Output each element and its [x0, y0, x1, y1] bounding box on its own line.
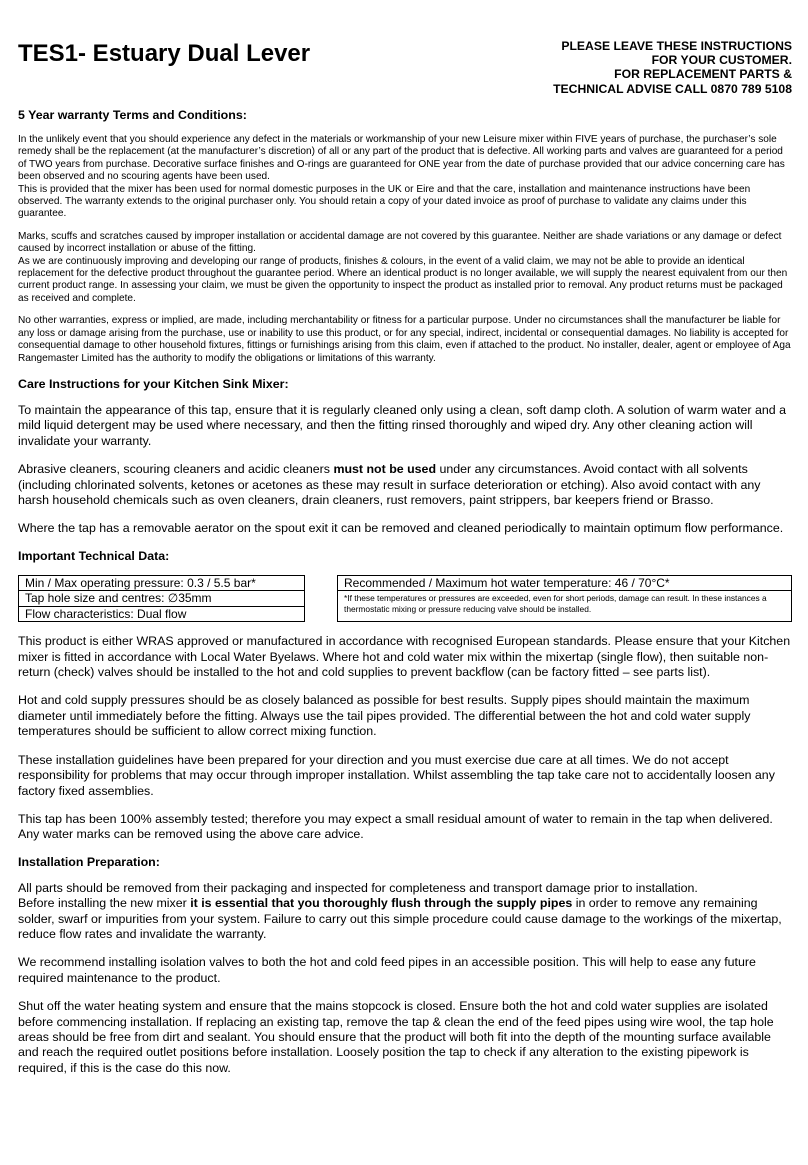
- installation-paragraph-3: We recommend installing isolation valves to both the hot and cold feed pipes in an accessible position. This will help to ease any future required maintenance to the product.: [18, 955, 756, 985]
- temperature-row: Recommended / Maximum hot water temperature: 46 / 70°C*: [338, 576, 791, 592]
- care-paragraph-2: Abrasive cleaners, scouring cleaners and acidic cleaners must not be used under any circumstances. Avoid contact with all solvents (including chlorinated solvents, ketones or acetones as these may result in surface deterioration or etching). Also avoid contact with any harsh household chemicals such as oven cleaners, drain cleaners, rust removers, paint strippers, bar keepers friend or Brasso.: [18, 462, 761, 507]
- warranty-heading: 5 Year warranty Terms and Conditions:: [18, 108, 247, 122]
- installation-paragraph-4: Shut off the water heating system and ensure that the mains stopcock is closed. Ensure both the hot and cold water supplies are isolated before commencing installation. If replacing an existing tap, remove the tap & clean the end of the feed pipes using wire wool, the tap hole areas should be free from dirt and sealant. You should ensure that the product will both fit into the depth of the mounting surface available and reach the required outlet positions before installation. Loosely position the tap to check if any alteration to the existing pipework is required, if this is the case do this now.: [18, 999, 774, 1075]
- warranty-paragraph-1: In the unlikely event that you should experience any defect in the materials or workmanship of your new Leisure mixer within FIVE years of purchase, the purchaser’s sole remedy shall be the replacement (at the manufacturer’s discretion) of all or any part of the product that is defective. All working parts and valves are guaranteed for a period of TWO years from purchase. Decorative surface finishes and O-rings are guaranteed for ONE year from the date of purchase provided that our advice concerning care has been observed and no scouring agents have been used.: [18, 134, 785, 183]
- tap-hole-row: Tap hole size and centres: ∅35mm: [19, 591, 304, 607]
- warranty-paragraph-4: As we are continuously improving and developing our range of products, finishes & colours, in the event of a valid claim, we may not be able to provide an identical replacement for the defective product throughout the guarantee period. Where an identical product is no longer available, we will supply the nearest equivalent from our then current product range. In assessing your claim, we must be given the opportunity to inspect the product as installed prior to removal. Any product returns must be packaged as received and complete.: [18, 255, 788, 304]
- page-title: TES1- Estuary Dual Lever: [18, 40, 311, 67]
- installation-paragraph-1: All parts should be removed from their packaging and inspected for completeness and transport damage prior to installation.: [18, 880, 698, 895]
- technical-data-tables: [18, 575, 792, 623]
- technical-paragraph-4: This tap has been 100% assembly tested; therefore you may expect a small residual amount of water to remain in the tap when delivered. Any water marks can be removed using the above care advice.: [18, 811, 773, 842]
- warranty-paragraph-5: No other warranties, express or implied, are made, including merchantability or fitness for a particular purpose. Under no circumstances shall the manufacturer be liable for any loss or damage arising from the purchase, use or inability to use this product, or for any special, indirect, incidental or consequential damages. No liability is accepted for consequential damage to other household fixtures, fittings or furnishings arising from this claim, even if attached to the product. No installer, dealer, agent or employee of Aga Rangemaster Limited has the authority to modify the obligations or limitations of this warranty.: [18, 315, 791, 364]
- customer-notice: [492, 39, 792, 96]
- notice-line-2: FOR YOUR CUSTOMER.: [651, 53, 792, 68]
- technical-heading: Important Technical Data:: [18, 548, 170, 563]
- warranty-paragraph-2: This is provided that the mixer has been used for normal domestic purposes in the UK or Eire and that the care, installation and maintenance instructions have been observed. The warranty extends to the original purchaser only. You should retain a copy of your dated invoice as proof of purchase to validate any claims under this guarantee.: [18, 183, 751, 220]
- flow-row: Flow characteristics: Dual flow: [25, 606, 187, 621]
- care-paragraph-1: To maintain the appearance of this tap, ensure that it is regularly cleaned only using a clean, soft damp cloth. A solution of warm water and a mild liquid detergent may be used where necessary, and then the fitting rinsed thoroughly and wiped dry. Any other cleaning action will invalidate your warranty.: [18, 402, 786, 448]
- must-not-be-used-emphasis: must not be used: [333, 462, 437, 477]
- notice-line-1: PLEASE LEAVE THESE INSTRUCTIONS: [561, 39, 792, 53]
- care-heading: Care Instructions for your Kitchen Sink Mixer:: [18, 376, 289, 391]
- technical-paragraph-1: This product is either WRAS approved or manufactured in accordance with recognised European standards. Please ensure that your Kitchen mixer is fitted in accordance with Local Water Byelaws. Where hot and cold water mix within the mixertap (single flow), then suitable non-return (check) valves should be installed to the hot and cold supplies to prevent backflow (can be factory fitted – see parts list).: [18, 634, 791, 680]
- care-section: [18, 377, 792, 537]
- document-body: [18, 108, 792, 1076]
- warranty-paragraph-3: Marks, scuffs and scratches caused by improper installation or accidental damage are not covered by this guarantee. Neither are shade variations or any damage or defect caused by incorrect installation or abuse of the fitting.: [18, 230, 782, 255]
- flush-pipes-emphasis: it is essential that you thoroughly flush through the supply pipes: [190, 896, 573, 911]
- installation-heading: Installation Preparation:: [18, 854, 160, 869]
- technical-paragraph-2: Hot and cold supply pressures should be as closely balanced as possible for best results. Supply pipes should maintain the maximum diameter until immediately before the fitting. Always use the tail pipes provided. The differential between the hot and cold water supply temperatures should be sufficient to allow correct mixing function.: [18, 693, 751, 739]
- pressure-table: [18, 575, 305, 623]
- notice-line-3: FOR REPLACEMENT PARTS &: [614, 67, 792, 82]
- temperature-footnote: *If these temperatures or pressures are exceeded, even for short periods, damage can result. In these instances a thermostatic mixing or pressure reducing valve should be installed.: [344, 593, 767, 615]
- temperature-table: [337, 575, 792, 623]
- installation-paragraph-2: Before installing the new mixer it is essential that you thoroughly flush through the supply pipes in order to remove any remaining solder, swarf or impurities from your system. Failure to carry out this simple procedure could cause damage to the workings of the mixertap, reduce flow rates and invalidate the warranty.: [18, 896, 782, 941]
- care-paragraph-3: Where the tap has a removable aerator on the spout exit it can be removed and cleaned periodically to maintain optimum flow performance.: [18, 521, 784, 536]
- warranty-section: [18, 108, 792, 365]
- notice-line-4: TECHNICAL ADVISE CALL 0870 789 5108: [553, 81, 792, 96]
- technical-paragraph-3: These installation guidelines have been prepared for your direction and you must exercise due care at all times. We do not accept responsibility for problems that may occur through improper installation. Whilst assembling the tap take care not to accidentally loosen any factory fixed assemblies.: [18, 752, 775, 798]
- installation-section: [18, 855, 792, 1076]
- technical-section: [18, 549, 792, 843]
- pressure-row: Min / Max operating pressure: 0.3 / 5.5 bar*: [19, 576, 304, 592]
